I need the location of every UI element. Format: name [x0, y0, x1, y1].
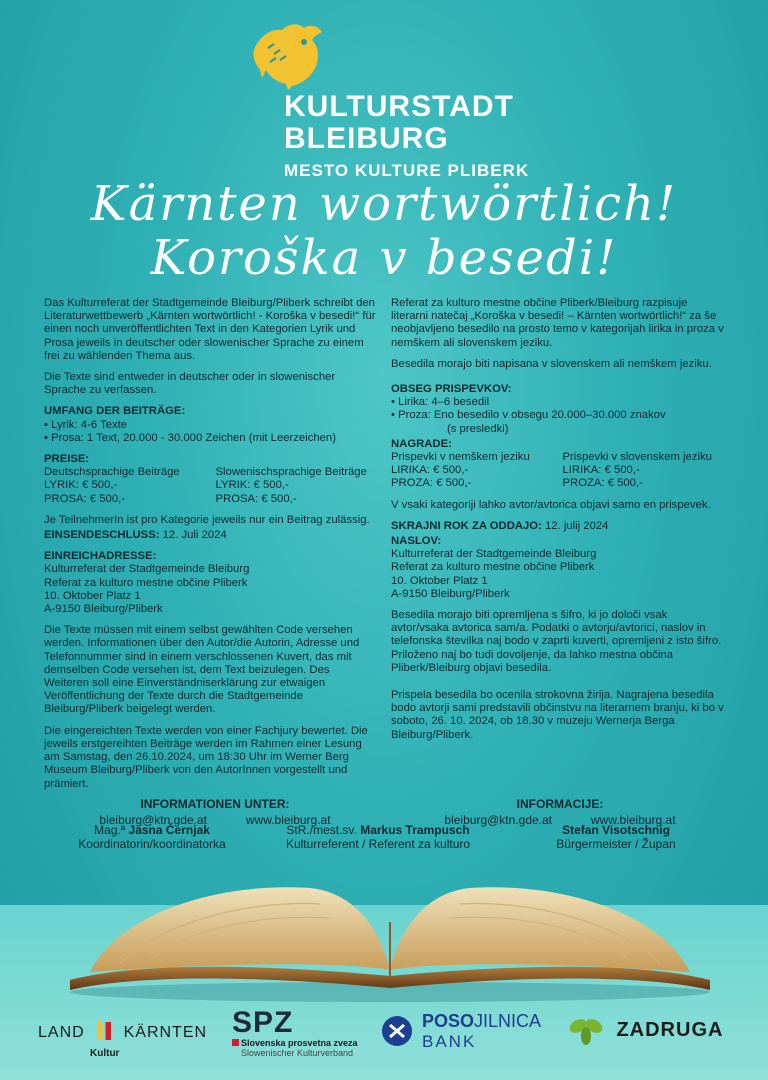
open-book-image — [60, 852, 720, 1002]
kaernten-flag-icon — [97, 1022, 111, 1040]
zadruga-logo: ZADRUGA — [568, 1014, 723, 1046]
scope-prose-note: (s presledki) — [447, 422, 509, 435]
prizes-heading: PREISE: — [44, 453, 90, 466]
brand-line-1: KULTURSTADT — [284, 90, 514, 123]
prizes-heading: NAGRADE: — [391, 437, 452, 450]
prizes-german-prose: PROZA: € 500,- — [391, 477, 472, 490]
website-link[interactable]: www.bleiburg.at — [590, 813, 676, 827]
address-line: A-9150 Bleiburg/Pliberk — [44, 603, 163, 616]
address-line: 10. Oktober Platz 1 — [44, 589, 141, 602]
signer-coordinator: Mag.ª Jasna Černjak Koordinatorin/koordinatorka — [78, 823, 226, 851]
scope-prose: • Proza: Eno besedilo v obsegu 20.000–30.000 znakov — [391, 409, 666, 422]
address-block — [391, 535, 724, 601]
prizes-slovene-title: Prispevki v slovenskem jeziku — [562, 451, 712, 464]
address-line: 10. Oktober Platz 1 — [391, 574, 488, 587]
prizes-slovene-lyric: LIRIKA: € 500,- — [562, 464, 640, 477]
scope-block — [391, 383, 724, 436]
clover-icon — [568, 1014, 604, 1046]
german-column — [44, 297, 377, 799]
email-link[interactable]: bleiburg@ktn.gde.at — [99, 813, 208, 827]
posojilnica-bank-logo: POSOJILNICA BANK — [378, 1012, 541, 1050]
scope-heading: UMFANG DER BEITRÄGE: — [44, 405, 186, 418]
signer-mayor: Stefan Visotschnig Bürgermeister / Župan — [556, 823, 676, 851]
jury-paragraph: Die eingereichten Texte werden von einer Fachjury bewertet. Die jeweils erstgereihten Beiträge werden im Rahmen einer Lesung am Samstag, den 26.10.2024, um 18:30 Uhr im Werner Berg Museum Bleiburg/Pliberk von den AutorInnen vorgestellt und prämiert. — [44, 724, 368, 790]
submission-paragraph: Besedila morajo biti opremljena s šifro, ki jo določi vsak avtor/vsaka avtorica sam/a. Podatki o avtorju/avtorici, naslov in telefonska številka naj bodo v zaprti kuverti, opremljeni z isto šifro. Priloženo naj bo tudi dovoljenje, da lahko mestna občina Pliberk/Bleiburg objavi besedila. — [391, 609, 722, 674]
prizes-slovene-lyric: LYRIK: € 500,- — [215, 479, 289, 492]
prizes-german-lyric: LIRIKA: € 500,- — [391, 464, 469, 477]
jury-paragraph: Prispela besedila bo ocenila strokovna žirija. Nagrajena besedila bodo avtorji sami predstavili občinstvu na literarnem branju, ki bo v soboto, 26. 10. 2024, ob 18.30 v muzeju Wernerja Berga Bleiburg/Pliberk. — [391, 689, 724, 741]
prizes-block — [44, 453, 377, 506]
spz-mark-icon — [232, 1039, 239, 1046]
address-heading: EINREICHADRESSE: — [44, 550, 157, 563]
scope-prose: • Prosa: 1 Text, 20.000 - 30.000 Zeichen (mit Leerzeichen) — [44, 431, 336, 444]
address-line: Referat za kulturo mestne občine Pliberk — [44, 576, 248, 589]
slovene-column — [391, 297, 724, 750]
spz-logo: SPZ Slovenska prosvetna zveza Slowenischer Kulturverband — [232, 1006, 358, 1058]
website-link[interactable]: www.bleiburg.at — [245, 813, 331, 827]
prizes-german-prose: PROSA: € 500,- — [44, 492, 125, 505]
submission-paragraph: Die Texte müssen mit einem selbst gewählten Code versehen werden. Informationen über den Autor/die Autorin, Adresse und Telefonnummer sind in einem verschlossenen Kuvert, das mit demselben Code versehen ist, dem Text beizulegen. Des Weiteren soll eine Einverständniserklärung zur etwaigen Veröffentlichung der Texte durch die Stadtgemeinde Bleiburg/Pliberk beigelegt werden. — [44, 624, 360, 716]
brand-line-3: MESTO KULTURE PLIBERK — [284, 161, 530, 180]
prizes-german-title: Prispevki v nemškem jeziku — [391, 451, 530, 464]
address-line: Kulturreferat der Stadtgemeinde Bleiburg — [44, 563, 250, 576]
address-heading: NASLOV: — [391, 535, 442, 548]
language-paragraph: Die Texte sind entweder in deutscher oder in slowenischer Sprache zu verfassen. — [44, 371, 336, 397]
entry-note: Je TeilnehmerIn ist pro Kategorie jeweils nur ein Beitrag zulässig. — [44, 513, 370, 526]
land-kaernten-logo: LAND KÄRNTEN Kultur — [38, 1024, 208, 1059]
entry-note: V vsaki kategoriji lahko avtor/avtorica objavi samo en prispevek. — [391, 498, 711, 511]
language-paragraph: Besedila morajo biti napisana v slovenskem ali nemškem jeziku. — [391, 357, 712, 370]
email-link[interactable]: bleiburg@ktn.gde.at — [444, 813, 553, 827]
title-slovene: Koroška v besedi! — [150, 230, 618, 286]
address-line: A-9150 Bleiburg/Pliberk — [391, 587, 510, 600]
brand-line-2: BLEIBURG — [284, 122, 449, 155]
posojilnica-emblem-icon — [378, 1014, 416, 1048]
prizes-german-title: Deutschsprachige Beiträge — [44, 466, 180, 479]
contacts-heading: INFORMATIONEN UNTER: — [140, 797, 290, 811]
address-line: Kulturreferat der Stadtgemeinde Bleiburg — [391, 548, 597, 561]
scope-block — [44, 405, 377, 445]
deadline: EINSENDESCHLUSS: 12. Juli 2024 — [44, 529, 227, 542]
contacts-heading: INFORMACIJE: — [516, 797, 604, 811]
deadline: SKRAJNI ROK ZA ODDAJO: 12. julij 2024 — [391, 519, 609, 532]
signer-culture-officer: StR./mest.sv. Markus Trampusch Kulturreferent / Referent za kulturo — [285, 823, 471, 851]
address-line: Referat za kulturo mestne občine Pliberk — [391, 561, 595, 574]
intro-paragraph: Referat za kulturo mestne občine Pliberk/Bleiburg razpisuje literarni natečaj „Koroška v besedi! – Kärnten wortwörtlich!“ za še neobjavljeno besedilo na prosto temo v kategorijah lirika in proza v nemškem ali slovenskem jeziku. — [391, 297, 724, 349]
brand-block — [284, 92, 529, 179]
scope-lyric: • Lirika: 4–6 besedil — [391, 396, 490, 409]
scope-lyric: • Lyrik: 4-6 Texte — [44, 418, 128, 431]
address-block — [44, 550, 377, 616]
sponsor-footer — [0, 1000, 768, 1080]
bull-logo-icon — [248, 20, 328, 92]
title-german: Kärnten wortwörtlich! — [90, 176, 678, 232]
prizes-slovene-prose: PROZA: € 500,- — [562, 477, 643, 490]
prizes-slovene-prose: PROSA: € 500,- — [215, 492, 297, 505]
prizes-german-lyric: LYRIK: € 500,- — [44, 479, 118, 492]
intro-paragraph: Das Kulturreferat der Stadtgemeinde Bleiburg/Pliberk schreibt den Literaturwettbewerb „Kärnten wortwörtlich! - Koroška v besedi!“ für einen noch unveröffentlichten Text in den Kategorien Lyrik und Prosa jeweils in deutscher oder slowenischer Sprache zu einem frei zu wählenden Thema aus. — [44, 297, 376, 362]
prizes-slovene-title: Slowenischsprachige Beiträge — [215, 466, 367, 479]
scope-heading: OBSEG PRISPEVKOV: — [391, 383, 512, 396]
prizes-block — [391, 438, 724, 491]
